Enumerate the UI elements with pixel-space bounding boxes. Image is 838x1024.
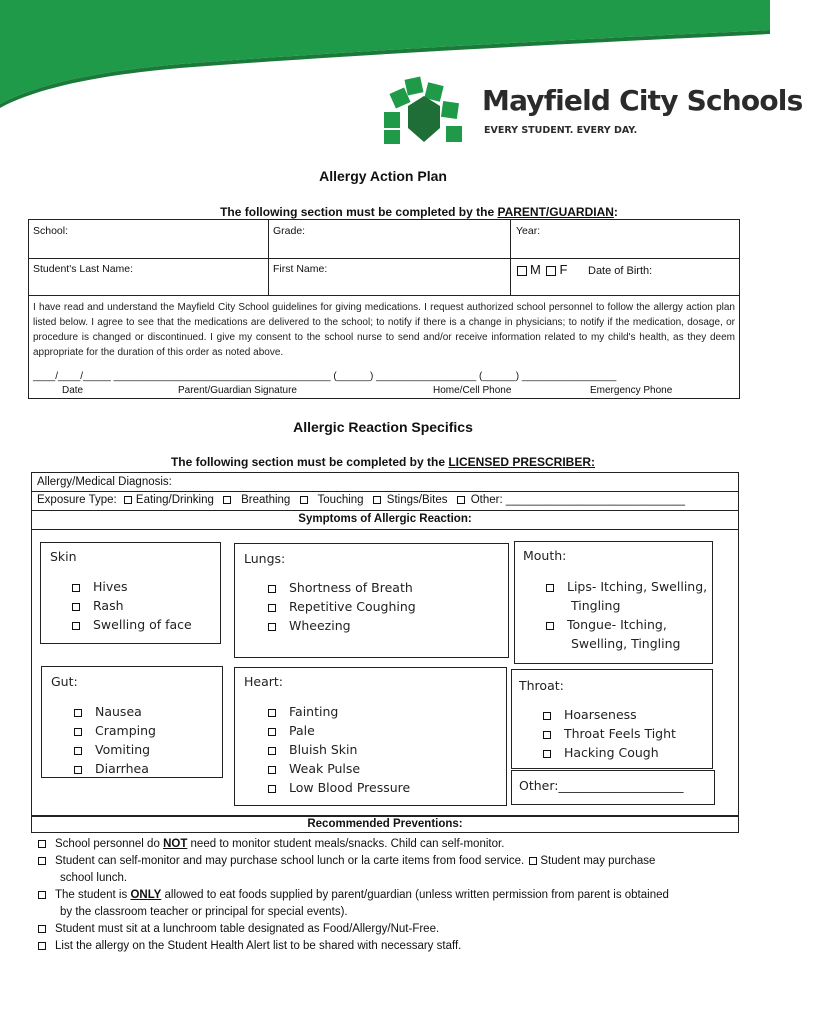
prevention-item-2-cont: school lunch. — [60, 872, 128, 884]
mouth-title: Mouth: — [523, 548, 567, 563]
sex-selector — [517, 262, 567, 277]
prevention-item-4[interactable] — [38, 921, 738, 938]
prevention-3-text-b: allowed to eat foods supplied by parent/guardian (unless written permission from parent is obtained — [161, 889, 669, 901]
prevention-1-text-a: School personnel do — [55, 838, 164, 850]
prevention-item-3-cont: by the classroom teacher or principal for special events). — [60, 906, 348, 918]
heart-title: Heart: — [244, 674, 284, 689]
sex-m-label: M — [530, 262, 541, 277]
date-label: Date — [62, 385, 84, 396]
throat-hoarseness-label: Hoarseness — [564, 707, 637, 722]
lungs-wheezing[interactable] — [268, 616, 416, 635]
heart-fainting-label: Fainting — [289, 704, 339, 719]
parent-intro-role: PARENT/GUARDIAN — [497, 205, 614, 219]
school-logo-icon — [380, 76, 470, 148]
exposure-eating-label: Eating/Drinking — [135, 494, 214, 506]
mouth-box — [514, 541, 713, 664]
other-box[interactable] — [511, 770, 715, 805]
heart-low-bp-label: Low Blood Pressure — [289, 780, 411, 795]
gut-box — [41, 666, 223, 778]
mouth-tongue[interactable] — [546, 615, 707, 634]
checkbox-icon[interactable] — [38, 857, 46, 865]
heart-fainting[interactable] — [268, 702, 410, 721]
last-name-field[interactable]: Student's Last Name: — [33, 263, 134, 275]
skin-swelling[interactable] — [72, 615, 192, 634]
parent-intro-text: The following section must be completed by the — [220, 205, 498, 219]
exposure-other-blank[interactable]: ____________________________ — [505, 494, 685, 506]
gut-vomiting-label: Vomiting — [95, 742, 151, 757]
prevention-4-text: Student must sit at a lunchroom table designated as Food/Allergy/Nut-Free. — [55, 923, 440, 935]
mouth-tongue-cont: Swelling, Tingling — [571, 636, 681, 651]
symptoms-title: Symptoms of Allergic Reaction: — [298, 513, 472, 525]
throat-hoarseness[interactable] — [543, 705, 676, 724]
skin-title: Skin — [50, 549, 77, 564]
heart-low-bp[interactable] — [268, 778, 410, 797]
checkbox-icon[interactable] — [268, 747, 276, 755]
heart-box — [234, 667, 507, 806]
checkbox-icon[interactable] — [74, 747, 82, 755]
consent-text: I have read and understand the Mayfield City School guidelines for giving medications. I request authorized school personnel to follow the allergy action plan listed below. I agree to see that the medications are delivered to the school; to notify if there is a change in physicians; to notify if the medication, dosage, or procedure is changed or discontinued. I give my consent to the school nurse to send and/or receive information related to my child's health, as they deem appropriate for the duration of this order as noted above. — [33, 302, 735, 358]
lungs-box — [234, 543, 509, 658]
lungs-shortness-label: Shortness of Breath — [289, 580, 413, 595]
prescriber-intro — [0, 455, 766, 469]
sex-f-checkbox[interactable] — [546, 266, 556, 276]
checkbox-icon[interactable] — [268, 604, 276, 612]
checkbox-icon[interactable] — [72, 584, 80, 592]
checkbox-icon[interactable] — [543, 750, 551, 758]
exposure-stings-checkbox[interactable] — [373, 496, 381, 504]
other-field[interactable]: Other:____________________ — [519, 778, 684, 793]
gut-diarrhea-label: Diarrhea — [95, 761, 149, 776]
checkbox-icon[interactable] — [543, 712, 551, 720]
exposure-other-checkbox[interactable] — [457, 496, 465, 504]
heart-pale[interactable] — [268, 721, 410, 740]
prescriber-intro-text: The following section must be completed by the — [170, 455, 449, 469]
lungs-title: Lungs: — [244, 551, 286, 566]
prevention-1-text-b: need to monitor student meals/snacks. Child can self-monitor. — [187, 838, 505, 850]
skin-hives-label: Hives — [93, 579, 128, 594]
lungs-coughing-label: Repetitive Coughing — [289, 599, 416, 614]
exposure-stings-label: Stings/Bites — [386, 494, 448, 506]
grade-field[interactable]: Grade: — [273, 225, 306, 237]
sex-m-checkbox[interactable] — [517, 266, 527, 276]
gut-cramping-label: Cramping — [95, 723, 156, 738]
prevention-item-1[interactable] — [38, 836, 738, 853]
checkbox-icon[interactable] — [546, 622, 554, 630]
prevention-2-text-a: Student can self-monitor and may purchase school lunch or la carte items from food service. — [55, 855, 525, 867]
throat-title: Throat: — [519, 678, 564, 693]
checkbox-icon[interactable] — [72, 603, 80, 611]
exposure-breathing-label: Breathing — [241, 494, 291, 506]
heart-bluish-label: Bluish Skin — [289, 742, 358, 757]
checkbox-icon[interactable] — [268, 785, 276, 793]
prevention-2-text-b: Student may purchase — [540, 855, 656, 867]
prescriber-intro-role: LICENSED PRESCRIBER: — [448, 455, 596, 469]
parent-section-intro — [0, 205, 838, 219]
heart-weak-pulse[interactable] — [268, 759, 410, 778]
exposure-touching-label: Touching — [317, 494, 364, 506]
gut-cramping[interactable] — [74, 721, 156, 740]
checkbox-icon[interactable] — [72, 622, 80, 630]
mouth-lips[interactable] — [546, 577, 707, 596]
mouth-tongue-label: Tongue- Itching, — [567, 617, 667, 632]
prevention-item-2[interactable] — [38, 853, 738, 870]
checkbox-icon[interactable] — [38, 942, 46, 950]
heart-bluish[interactable] — [268, 740, 410, 759]
checkbox-icon[interactable] — [268, 709, 276, 717]
throat-tight[interactable] — [543, 724, 676, 743]
gut-nausea-label: Nausea — [95, 704, 142, 719]
checkbox-icon[interactable] — [38, 840, 46, 848]
first-name-field[interactable]: First Name: — [273, 263, 328, 275]
exposure-label: Exposure Type: — [37, 494, 117, 506]
exposure-row — [37, 494, 685, 506]
lungs-coughing[interactable] — [268, 597, 416, 616]
skin-rash[interactable] — [72, 596, 192, 615]
skin-rash-label: Rash — [93, 598, 124, 613]
signature-label: Parent/Guardian Signature — [178, 385, 297, 396]
skin-swelling-label: Swelling of face — [93, 617, 192, 632]
prevention-3-text-a: The student is — [55, 889, 131, 901]
school-field[interactable]: School: — [33, 225, 69, 237]
year-field[interactable]: Year: — [516, 225, 541, 237]
checkbox-icon[interactable] — [268, 623, 276, 631]
preventions-title: Recommended Preventions: — [307, 818, 463, 830]
skin-box — [40, 542, 221, 644]
school-name: Mayfield City Schools — [482, 84, 803, 117]
exposure-breathing-checkbox[interactable] — [223, 496, 231, 504]
exposure-other-label: Other: — [470, 494, 503, 506]
gut-diarrhea[interactable] — [74, 759, 156, 778]
throat-box — [511, 669, 713, 769]
dob-field[interactable]: Date of Birth: — [588, 265, 653, 277]
heart-pale-label: Pale — [289, 723, 315, 738]
exposure-touching-checkbox[interactable] — [300, 496, 308, 504]
checkbox-icon[interactable] — [38, 925, 46, 933]
parent-intro-colon: : — [613, 205, 618, 219]
checkbox-icon[interactable] — [74, 766, 82, 774]
exposure-eating-checkbox[interactable] — [124, 496, 132, 504]
preventions-list — [38, 836, 738, 955]
emergency-phone-label: Emergency Phone — [590, 385, 673, 396]
mouth-lips-cont: Tingling — [571, 598, 621, 613]
prevention-5-text: List the allergy on the Student Health Alert list to be shared with necessary staff. — [55, 940, 462, 952]
lungs-wheezing-label: Wheezing — [289, 618, 351, 633]
throat-cough-label: Hacking Cough — [564, 745, 659, 760]
school-tagline: EVERY STUDENT. EVERY DAY. — [484, 125, 638, 136]
prevention-item-3[interactable] — [38, 887, 738, 904]
prevention-1-emphasis: NOT — [163, 838, 188, 850]
checkbox-icon[interactable] — [546, 584, 554, 592]
skin-hives[interactable] — [72, 577, 192, 596]
purchase-lunch-checkbox[interactable] — [529, 857, 537, 865]
checkbox-icon[interactable] — [543, 731, 551, 739]
sex-f-label: F — [559, 262, 568, 277]
page-title: Allergy Action Plan — [319, 168, 447, 184]
checkbox-icon[interactable] — [74, 709, 82, 717]
signature-line[interactable]: ____/____/_____ _______________________________________ (______) __________________ (______) _________________ — [33, 371, 617, 382]
heart-weak-pulse-label: Weak Pulse — [289, 761, 361, 776]
checkbox-icon[interactable] — [74, 728, 82, 736]
checkbox-icon[interactable] — [38, 891, 46, 899]
gut-vomiting[interactable] — [74, 740, 156, 759]
lungs-shortness[interactable] — [268, 578, 416, 597]
gut-nausea[interactable] — [74, 702, 156, 721]
throat-tight-label: Throat Feels Tight — [564, 726, 676, 741]
prevention-item-5[interactable] — [38, 938, 738, 955]
home-phone-label: Home/Cell Phone — [433, 385, 512, 396]
reaction-section-title: Allergic Reaction Specifics — [293, 419, 473, 435]
checkbox-icon[interactable] — [268, 766, 276, 774]
checkbox-icon[interactable] — [268, 728, 276, 736]
prevention-3-emphasis: ONLY — [130, 889, 162, 901]
throat-cough[interactable] — [543, 743, 676, 762]
gut-title: Gut: — [51, 674, 78, 689]
diagnosis-field[interactable]: Allergy/Medical Diagnosis: — [37, 476, 172, 488]
mouth-lips-label: Lips- Itching, Swelling, — [567, 579, 708, 594]
checkbox-icon[interactable] — [268, 585, 276, 593]
